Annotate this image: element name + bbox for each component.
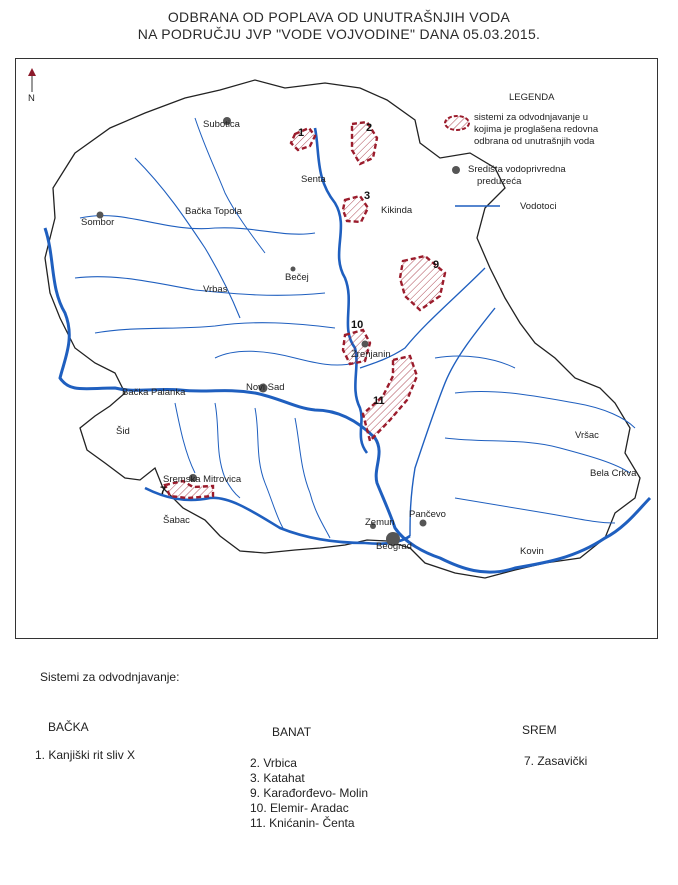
city-becej: Bečej — [285, 272, 309, 283]
srem-stream-2 — [255, 408, 283, 528]
zone-11-label: 11 — [373, 395, 385, 407]
zone-10-label: 10 — [351, 319, 364, 331]
hq-zrenjanin-icon — [362, 341, 369, 348]
zone-3-label: 3 — [364, 190, 371, 202]
north-label: N — [28, 93, 35, 104]
banat-item-5: 11. Knićanin- Čenta — [250, 816, 355, 830]
legend-flood-line3: odbrana od unutrašnjih voda — [474, 136, 595, 147]
city-sombor: Sombor — [81, 217, 115, 228]
city-kovin: Kovin — [520, 546, 544, 557]
legend-hq-icon — [452, 166, 460, 174]
city-vrbas: Vrbas — [203, 284, 228, 295]
zone-2-label: 2 — [366, 122, 373, 134]
legend-hq-line1: Središta vodoprivredna — [468, 164, 566, 175]
canal-dtd-3 — [95, 323, 335, 333]
map-legend — [445, 92, 599, 212]
city-pancevo: Pančevo — [409, 509, 446, 520]
city-sid: Šid — [116, 426, 130, 437]
city-zemun: Zemun — [365, 517, 395, 528]
canal-banat-1 — [455, 391, 635, 428]
canal-dtd-6 — [215, 351, 355, 365]
city-kikinda: Kikinda — [381, 205, 413, 216]
legend-hq-line2: preduzeća — [477, 176, 522, 187]
city-vrsac: Vršac — [575, 430, 599, 441]
hq-becej-icon — [291, 267, 296, 272]
map-title-line2: NA PODRUČJU JVP "VODE VOJVODINE" DANA 05.03.2015. — [137, 26, 541, 42]
backa-title: BAČKA — [48, 720, 89, 734]
river-tamis — [410, 308, 495, 536]
canal-dtd-5 — [195, 118, 265, 253]
srem-item-1: 7. Zasavički — [524, 754, 588, 768]
canal-dtd-1 — [80, 216, 315, 235]
banat-item-4: 10. Elemir- Aradac — [250, 801, 349, 815]
banat-title: BANAT — [272, 725, 312, 739]
canal-banat-3 — [435, 356, 515, 368]
city-beograd: Beograd — [376, 541, 412, 552]
map-title-line1: ODBRANA OD POPLAVA OD UNUTRAŠNJIH VODA — [167, 9, 511, 25]
srem-stream-4 — [175, 403, 195, 473]
zone-1-label: 1 — [298, 127, 305, 139]
banat-item-2: 3. Katahat — [250, 771, 305, 785]
systems-heading: Sistemi za odvodnjavanje: — [40, 670, 180, 684]
city-backa-topola: Bačka Topola — [185, 206, 242, 217]
city-backa-palanka: Bačka Palanka — [122, 387, 186, 398]
legend-flood-symbol — [445, 116, 469, 130]
vojvodina-map — [15, 58, 658, 639]
hq-pancevo-icon — [420, 520, 427, 527]
banat-item-3: 9. Karađorđevo- Molin — [250, 786, 369, 800]
city-bela-crkva: Bela Crkva — [590, 468, 637, 479]
backa-item-1: 1. Kanjiški rit sliv X — [35, 748, 136, 762]
srem-stream-3 — [295, 418, 330, 538]
legend-flood-line2: kojima je proglašena redovna — [474, 124, 599, 135]
city-senta: Senta — [301, 174, 326, 185]
zone-9-label: 9 — [433, 259, 440, 271]
zone-7-label: 7 — [160, 485, 167, 497]
banat-item-1: 2. Vrbica — [250, 756, 297, 770]
city-sremska-mitrovica: Sremska Mitrovica — [163, 474, 242, 485]
city-sabac: Šabac — [163, 515, 190, 526]
city-subotica: Subotica — [203, 119, 240, 130]
legend-flood-line1: sistemi za odvodnjavanje u — [474, 112, 589, 123]
legend-heading: LEGENDA — [509, 92, 555, 103]
legend-water-label: Vodotoci — [520, 201, 557, 212]
srem-title: SREM — [522, 723, 557, 737]
north-arrow — [28, 68, 36, 104]
zone-11 — [363, 356, 417, 441]
city-zrenjanin: Zrenjanin — [351, 349, 391, 360]
canal-banat-4 — [455, 498, 615, 523]
city-novi-sad: Novi Sad — [246, 382, 285, 393]
zone-2 — [352, 122, 377, 164]
